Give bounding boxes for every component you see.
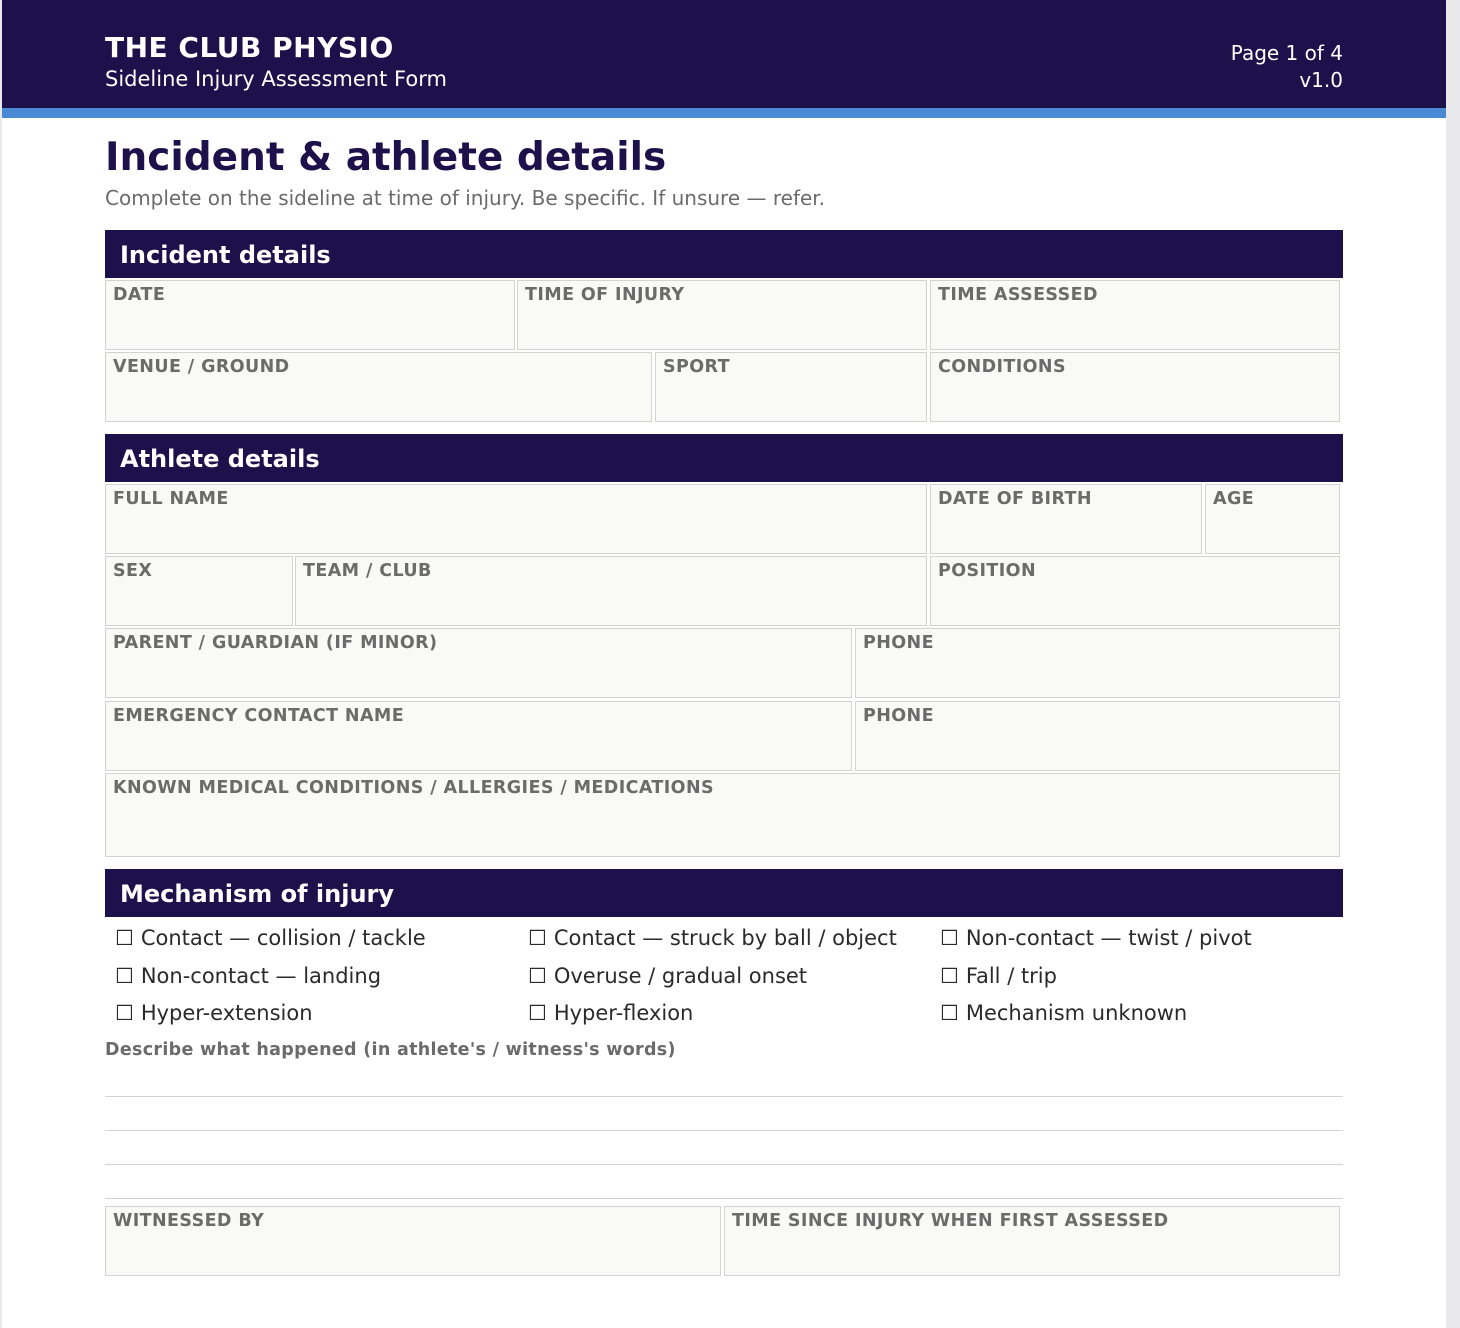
checkbox-fall-trip[interactable]	[940, 964, 1057, 988]
age-field[interactable]	[1205, 484, 1340, 554]
field-label: SPORT	[663, 357, 730, 377]
field-label: FULL NAME	[113, 489, 229, 509]
header-accent-stripe	[2, 108, 1446, 118]
sport-field[interactable]	[655, 352, 927, 422]
page-number: Page 1 of 4	[1230, 41, 1343, 65]
field-label: EMERGENCY CONTACT NAME	[113, 706, 405, 726]
viewer-background	[1446, 0, 1460, 1328]
checkbox-icon: ☐	[115, 1001, 134, 1025]
checkbox-icon: ☐	[528, 926, 547, 950]
team-club-field[interactable]	[295, 556, 927, 626]
emergency-phone-field[interactable]	[855, 701, 1340, 771]
field-label: PARENT / GUARDIAN (IF MINOR)	[113, 633, 438, 653]
date-field[interactable]	[105, 280, 515, 350]
time-of-injury-field[interactable]	[517, 280, 927, 350]
checkbox-overuse[interactable]	[528, 964, 807, 988]
medical-conditions-field[interactable]	[105, 773, 1340, 857]
field-label: TEAM / CLUB	[303, 561, 432, 581]
checkbox-label: Hyper-extension	[140, 1001, 313, 1025]
field-label: TIME ASSESSED	[938, 285, 1098, 305]
form-page	[2, 0, 1446, 1328]
checkbox-label: Contact — collision / tackle	[140, 926, 426, 950]
sex-field[interactable]	[105, 556, 293, 626]
page-title: Incident & athlete details	[105, 135, 667, 180]
writing-line[interactable]	[105, 1096, 1343, 1097]
guardian-phone-field[interactable]	[855, 628, 1340, 698]
writing-line[interactable]	[105, 1130, 1343, 1131]
checkbox-label: Mechanism unknown	[965, 1001, 1188, 1025]
emergency-contact-field[interactable]	[105, 701, 852, 771]
field-label: POSITION	[938, 561, 1036, 581]
field-label: PHONE	[863, 706, 934, 726]
form-header	[2, 0, 1446, 108]
position-field[interactable]	[930, 556, 1340, 626]
section-heading: Mechanism of injury	[120, 880, 395, 908]
checkbox-label: Non-contact — landing	[140, 964, 382, 988]
describe-what-happened-label: Describe what happened (in athlete's / witness's words)	[105, 1040, 676, 1060]
form-name: Sideline Injury Assessment Form	[105, 67, 447, 91]
checkbox-icon: ☐	[940, 964, 959, 988]
section-heading: Athlete details	[120, 445, 320, 473]
checkbox-icon: ☐	[115, 964, 134, 988]
field-label: SEX	[113, 561, 153, 581]
writing-line[interactable]	[105, 1198, 1343, 1199]
section-incident-details	[105, 230, 1343, 278]
section-mechanism-of-injury	[105, 869, 1343, 917]
checkbox-icon: ☐	[940, 926, 959, 950]
witnessed-by-field[interactable]	[105, 1206, 721, 1276]
checkbox-contact-struck[interactable]	[528, 926, 897, 950]
checkbox-icon: ☐	[528, 964, 547, 988]
time-since-injury-field[interactable]	[724, 1206, 1340, 1276]
field-label: TIME OF INJURY	[525, 285, 685, 305]
writing-line[interactable]	[105, 1164, 1343, 1165]
field-label: DATE	[113, 285, 166, 305]
venue-field[interactable]	[105, 352, 652, 422]
checkbox-label: Contact — struck by ball / object	[553, 926, 897, 950]
brand-name: THE CLUB PHYSIO	[105, 31, 394, 64]
checkbox-icon: ☐	[528, 1001, 547, 1025]
checkbox-hyper-extension[interactable]	[115, 1001, 313, 1025]
field-label: KNOWN MEDICAL CONDITIONS / ALLERGIES / MEDICATIONS	[113, 778, 715, 798]
guardian-field[interactable]	[105, 628, 852, 698]
page-subtitle: Complete on the sideline at time of injury. Be specific. If unsure — refer.	[105, 186, 826, 210]
conditions-field[interactable]	[930, 352, 1340, 422]
field-label: PHONE	[863, 633, 934, 653]
field-label: VENUE / GROUND	[113, 357, 290, 377]
checkbox-contact-collision[interactable]	[115, 926, 426, 950]
date-of-birth-field[interactable]	[930, 484, 1202, 554]
section-heading: Incident details	[120, 241, 331, 269]
page-meta	[1231, 40, 1343, 94]
checkbox-label: Non-contact — twist / pivot	[965, 926, 1252, 950]
field-label: AGE	[1213, 489, 1255, 509]
checkbox-icon: ☐	[115, 926, 134, 950]
field-label: WITNESSED BY	[113, 1211, 265, 1231]
checkbox-hyper-flexion[interactable]	[528, 1001, 693, 1025]
checkbox-non-contact-twist[interactable]	[940, 926, 1252, 950]
time-assessed-field[interactable]	[930, 280, 1340, 350]
field-label: DATE OF BIRTH	[938, 489, 1092, 509]
full-name-field[interactable]	[105, 484, 927, 554]
field-label: CONDITIONS	[938, 357, 1066, 377]
checkbox-label: Overuse / gradual onset	[553, 964, 808, 988]
checkbox-non-contact-landing[interactable]	[115, 964, 381, 988]
checkbox-label: Fall / trip	[965, 964, 1057, 988]
checkbox-label: Hyper-flexion	[553, 1001, 694, 1025]
form-version: v1.0	[1299, 68, 1343, 92]
checkbox-mechanism-unknown[interactable]	[940, 1001, 1187, 1025]
field-label: TIME SINCE INJURY WHEN FIRST ASSESSED	[732, 1211, 1169, 1231]
section-athlete-details	[105, 434, 1343, 482]
checkbox-icon: ☐	[940, 1001, 959, 1025]
